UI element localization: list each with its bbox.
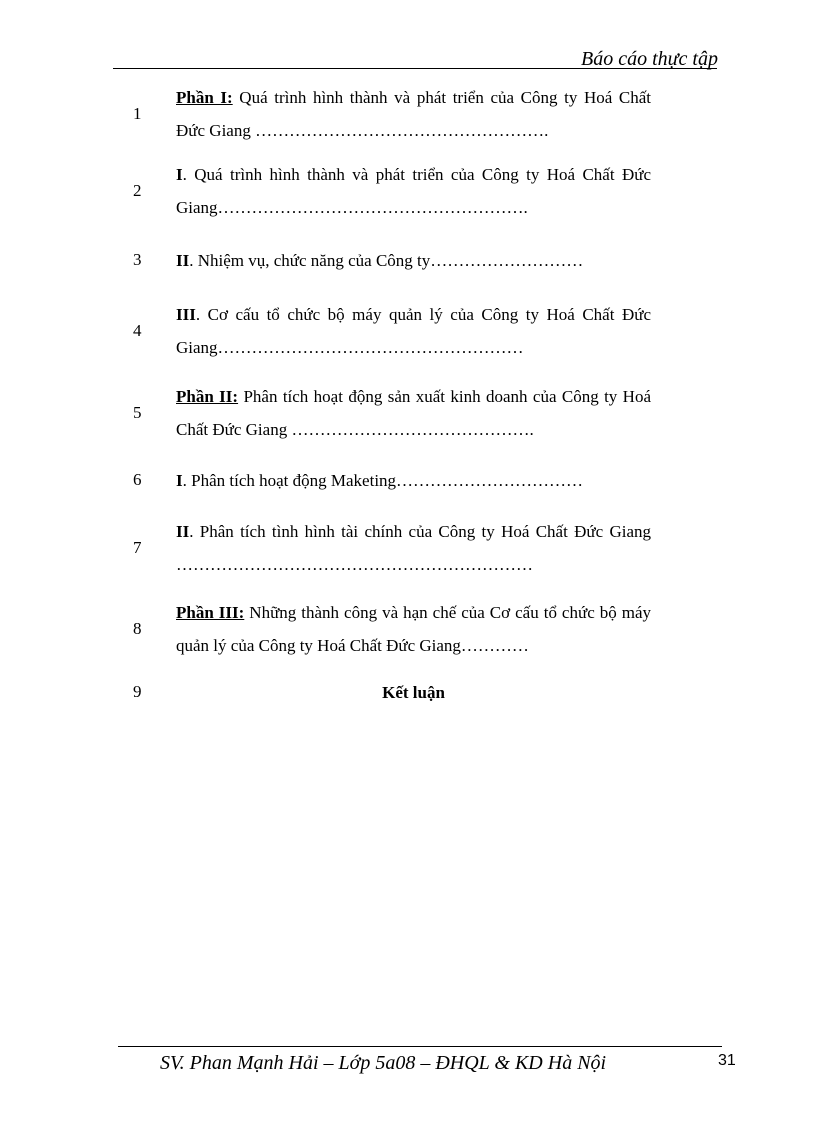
footer-text: SV. Phan Mạnh Hải – Lớp 5a08 – ĐHQL & KD Hà Nội xyxy=(160,1052,607,1074)
footer-divider xyxy=(118,1046,722,1047)
toc-number: 9 xyxy=(133,682,142,701)
toc-entry xyxy=(176,515,651,581)
toc-entry xyxy=(176,464,651,497)
toc-entry xyxy=(176,298,651,364)
toc-lead: II xyxy=(176,522,190,541)
toc-text: . Cơ cấu tổ chức bộ máy quản lý của Công ty Hoá Chất Đức Giang……………………………………………… xyxy=(176,305,651,357)
toc-number: 2 xyxy=(133,181,142,200)
toc-text: . Nhiệm vụ, chức năng của Công ty……………………… xyxy=(189,250,584,270)
toc-row xyxy=(118,232,658,288)
toc-lead: Phần I: xyxy=(176,88,233,107)
toc-lead: II xyxy=(176,250,190,270)
toc-number: 4 xyxy=(133,321,142,340)
toc-lead: Phần III: xyxy=(176,603,245,622)
toc-row xyxy=(118,588,658,670)
toc-text: Những thành công và hạn chế của Cơ cấu tổ chức bộ máy quản lý của Công ty Hoá Chất Đức Giang………… xyxy=(176,603,651,655)
toc-text: Phân tích hoạt động sản xuất kinh doanh của Công ty Hoá Chất Đức Giang ……………………………………. xyxy=(176,387,651,439)
toc-lead: Phần II: xyxy=(176,387,239,406)
toc-row xyxy=(118,670,658,714)
toc-number: 8 xyxy=(133,619,142,638)
header-divider xyxy=(113,68,717,69)
toc-row xyxy=(118,508,658,588)
toc-row xyxy=(118,288,658,374)
table-of-contents xyxy=(118,78,658,714)
header-title: Báo cáo thực tập xyxy=(581,48,718,70)
toc-text: . Phân tích tình hình tài chính của Công ty Hoá Chất Đức Giang ……………………………………………………… xyxy=(176,522,651,574)
toc-number: 7 xyxy=(133,538,142,557)
toc-text: Quá trình hình thành và phát triển của Công ty Hoá Chất Đức Giang ……………………………………………. xyxy=(176,88,651,140)
toc-row xyxy=(118,150,658,232)
toc-number: 1 xyxy=(133,104,142,123)
toc-entry xyxy=(176,158,651,224)
toc-entry xyxy=(176,596,651,662)
toc-conclusion: Kết luận xyxy=(382,682,445,702)
toc-row xyxy=(118,374,658,452)
toc-number: 3 xyxy=(133,250,142,269)
toc-number: 6 xyxy=(133,470,142,489)
toc-lead: I xyxy=(176,470,183,490)
toc-entry xyxy=(176,81,651,147)
toc-lead: III xyxy=(176,305,196,324)
toc-lead: I xyxy=(176,165,183,184)
toc-entry xyxy=(176,380,651,446)
toc-number: 5 xyxy=(133,403,142,422)
toc-row xyxy=(118,78,658,150)
toc-text: . Phân tích hoạt động Maketing…………………………… xyxy=(182,470,584,490)
toc-entry xyxy=(176,244,651,277)
page-number: 31 xyxy=(718,1052,736,1069)
toc-text: . Quá trình hình thành và phát triển của Công ty Hoá Chất Đức Giang………………………………………………. xyxy=(176,165,651,217)
toc-row xyxy=(118,452,658,508)
